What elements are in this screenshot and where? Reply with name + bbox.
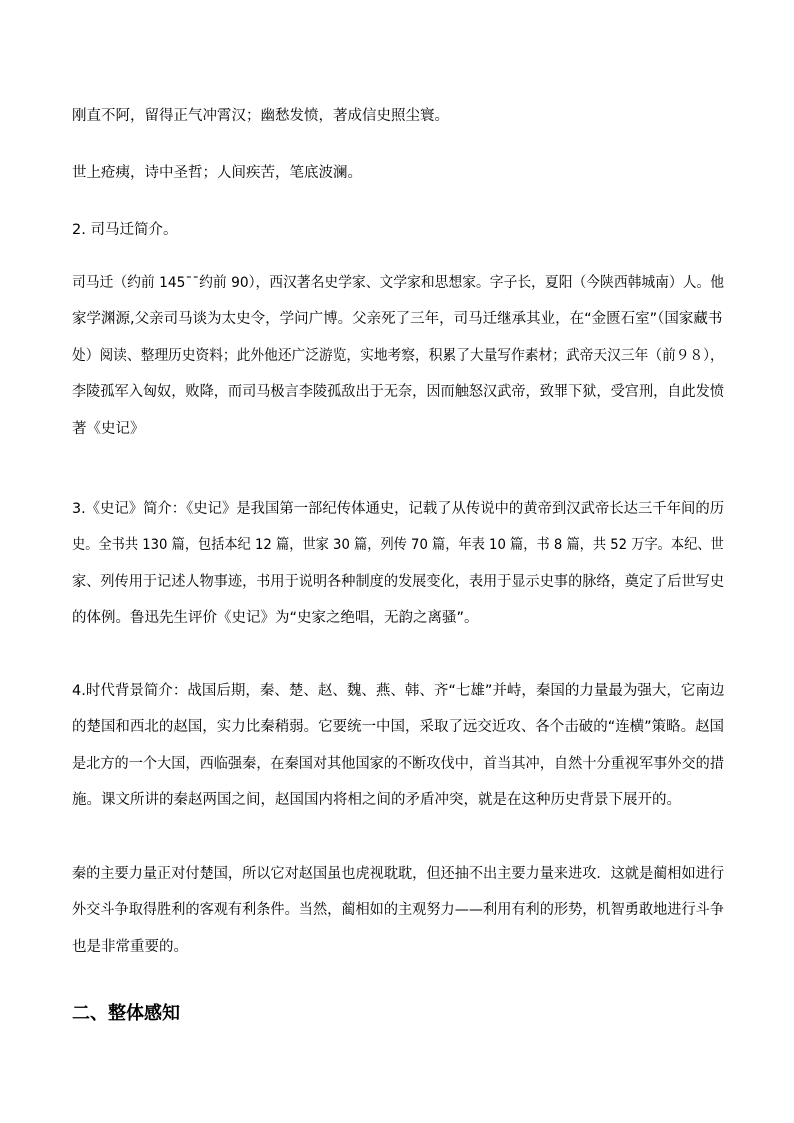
couplet-du-fu [72,155,724,191]
text-line: 是北方的一个大国，西临强秦，在秦国对其他国家的不断攻伐中，首当其冲，自然十分重视军事外交的措 [72,755,724,772]
section-title-sima-qian-intro [72,212,724,248]
text-line: 司马迁（约前 145¯¯约前 90），西汉著名史学家、文学家和思想家。字子长，夏阳（今陕西韩城南）人。他 [72,275,725,291]
text-line: 史。全书共 130 篇，包括本纪 12 篇，世家 30 篇，列传 70 篇，年表 10 篇，书 8 篇，共 52 万字。本纪、世 [72,537,724,554]
text-line: 3.《史记》简介：《史记》是我国第一部纪传体通史，记载了从传说中的黄帝到汉武帝长达三千年间的历 [72,501,725,517]
text-line: 也是非常重要的。 [72,938,188,955]
text-line: 家学渊源,父亲司马谈为太史令，学问广博。父亲死了三年，司马迁继承其业，在“金匮石室”（国家藏书 [72,311,723,328]
text-line: 世上疮痍，诗中圣哲；人间疾苦，笔底波澜。 [72,165,362,181]
paragraph-historical-background [72,673,724,819]
paragraph-qin-strategy [72,856,724,965]
text-line: 著《史记》 [72,420,145,437]
text-line: 外交斗争取得胜利的客观有利条件。当然，蔺相如的主观努力——利用有利的形势，机智勇敢地进行斗争 [72,902,724,919]
text-line: 处）阅读、整理历史资料；此外他还广泛游览，实地考察，积累了大量写作素材；武帝天汉三年（前９８）， [72,347,724,364]
text-line: 施。课文所讲的秦赵两国之间，赵国国内将相之间的矛盾冲突，就是在这种历史背景下展开的。 [72,792,681,809]
paragraph-sima-qian-bio [72,265,724,447]
text-line: 2. 司马迁简介。 [72,222,178,238]
text-line: 4.时代背景简介：战国后期，秦、楚、赵、魏、燕、韩、齐“七雄”并峙，秦国的力量最为强大，它南边 [72,683,725,699]
section-heading-overall-perception: 二、整体感知 [72,1003,180,1024]
text-line: 的体例。鲁迅先生评价《史记》为“史家之绝唱，无韵之离骚”。 [72,610,479,627]
text-line: 刚直不阿，留得正气冲霄汉；幽愁发愤，著成信史照尘寰。 [72,108,449,124]
text-line: 家、列传用于记述人物事迹，书用于说明各种制度的发展变化，表用于显示史事的脉络，奠定了后世写史 [72,573,724,590]
couplet-sima-qian [72,98,724,134]
text-line: 李陵孤军入匈奴，败降，而司马极言李陵孤敌出于无奈，因而触怒汉武帝，致罪下狱，受宫刑，自此发愤 [72,384,724,401]
text-line: 的楚国和西北的赵国，实力比秦稍弱。它要统一中国，采取了远交近攻、各个击破的“连横”策略。赵国 [72,719,725,736]
paragraph-shiji-intro [72,491,724,637]
text-line: 秦的主要力量正对付楚国，所以它对赵国虽也虎视耽耽，但还抽不出主要力量来进攻．这就是蔺相如进行 [72,866,724,882]
